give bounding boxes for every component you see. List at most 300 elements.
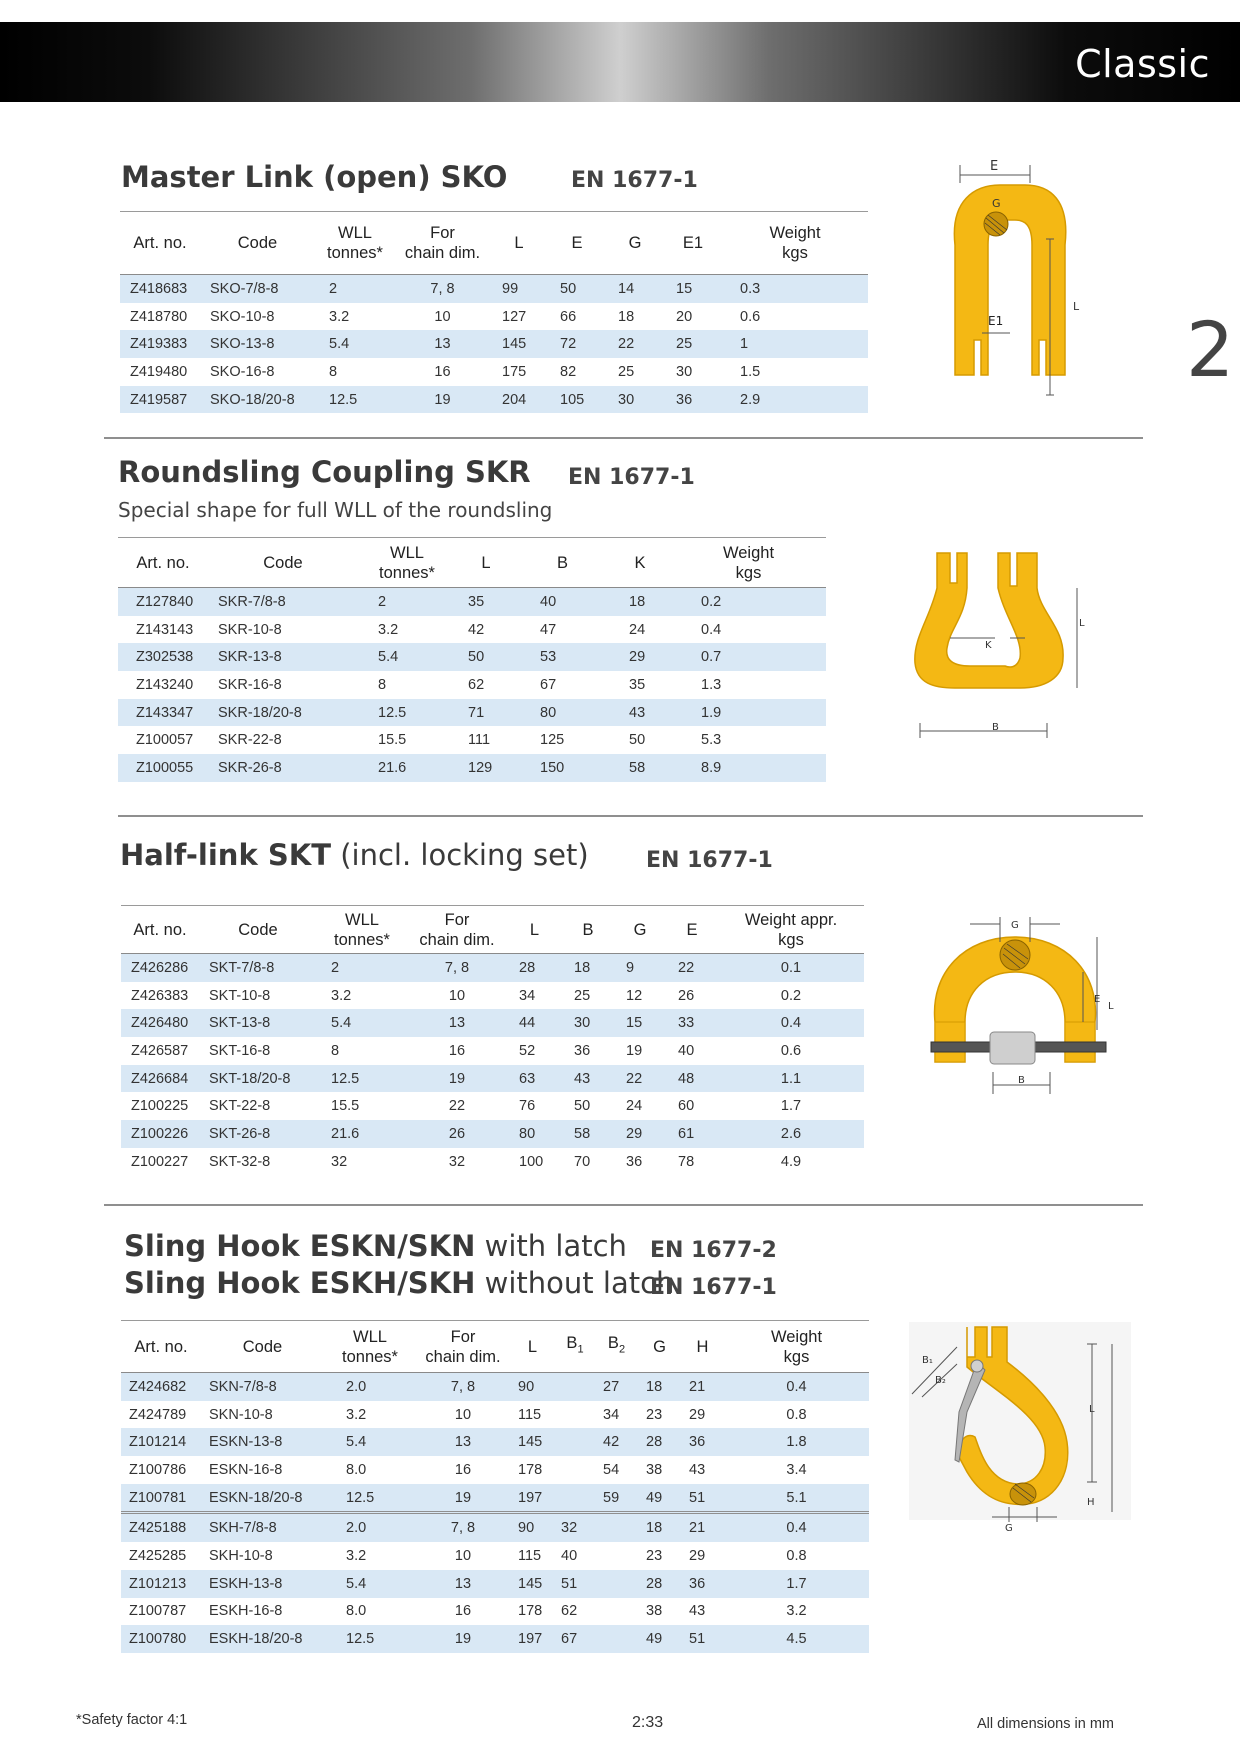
table-cell: SKN-7/8-8 <box>201 1373 324 1401</box>
table-cell: 80 <box>507 1120 562 1148</box>
sko-header-1: Code <box>200 212 315 275</box>
table-cell: 51 <box>555 1570 595 1598</box>
table-cell: 29 <box>614 1120 666 1148</box>
separator-2 <box>118 815 1143 817</box>
table-cell: 204 <box>490 386 548 414</box>
table-cell: 15.5 <box>317 1092 407 1120</box>
table-row <box>121 1120 864 1148</box>
table-cell: Z101213 <box>121 1570 201 1598</box>
hook-header-8: H <box>681 1321 724 1373</box>
table-row <box>121 1625 869 1653</box>
table-cell: 32 <box>317 1148 407 1176</box>
table-cell: 19 <box>614 1037 666 1065</box>
table-cell: 42 <box>456 616 516 644</box>
table-cell: 115 <box>510 1401 555 1429</box>
table-cell: 3.2 <box>315 303 395 331</box>
skr-spec-table <box>118 537 826 782</box>
table-cell: 19 <box>407 1065 507 1093</box>
table-cell: 43 <box>681 1456 724 1484</box>
table-cell: 13 <box>416 1570 510 1598</box>
table-cell: Z127840 <box>118 588 208 616</box>
table-cell: Z419587 <box>120 386 200 414</box>
table-cell: 15 <box>614 1009 666 1037</box>
table-cell: 60 <box>666 1092 718 1120</box>
table-cell: Z100227 <box>121 1148 199 1176</box>
table-cell: SKT-10-8 <box>199 982 317 1010</box>
table-cell: 58 <box>609 754 671 782</box>
table-cell <box>555 1401 595 1429</box>
table-cell: 15 <box>664 275 722 303</box>
table-cell: 24 <box>614 1092 666 1120</box>
table-cell: 70 <box>562 1148 614 1176</box>
table-cell: 32 <box>555 1513 595 1542</box>
table-cell: 1.7 <box>718 1092 864 1120</box>
brand-title: Classic <box>1075 42 1210 86</box>
table-cell: 26 <box>666 982 718 1010</box>
table-cell: Z425188 <box>121 1513 201 1542</box>
table-cell: 38 <box>638 1456 681 1484</box>
table-row <box>121 1373 869 1401</box>
table-cell: SKR-13-8 <box>208 643 358 671</box>
table-cell: 29 <box>609 643 671 671</box>
table-cell: Z426383 <box>121 982 199 1010</box>
table-row <box>121 982 864 1010</box>
table-row <box>118 726 826 754</box>
table-cell: 13 <box>395 330 490 358</box>
table-cell: 2.9 <box>722 386 868 414</box>
table-cell: Z418780 <box>120 303 200 331</box>
table-cell: 22 <box>666 954 718 982</box>
table-cell: 197 <box>510 1484 555 1513</box>
table-cell: 21.6 <box>317 1120 407 1148</box>
table-cell: 58 <box>562 1120 614 1148</box>
table-cell: 18 <box>638 1513 681 1542</box>
table-cell: SKH-10-8 <box>201 1542 324 1570</box>
table-cell: 27 <box>595 1373 638 1401</box>
table-cell: 30 <box>562 1009 614 1037</box>
table-cell: 71 <box>456 699 516 727</box>
table-cell: 36 <box>681 1570 724 1598</box>
skt-half-link-diagram <box>925 912 1125 1112</box>
sko-header-5: E <box>548 212 606 275</box>
table-cell: SKR-16-8 <box>208 671 358 699</box>
skt-header-6: G <box>614 906 666 954</box>
skr-label-b: B <box>992 722 999 733</box>
table-cell: 2.6 <box>718 1120 864 1148</box>
table-cell: 4.5 <box>724 1625 869 1653</box>
table-cell: 3.2 <box>324 1401 416 1429</box>
table-cell: 0.6 <box>718 1037 864 1065</box>
table-cell: 3.2 <box>358 616 456 644</box>
table-cell: 21 <box>681 1373 724 1401</box>
table-cell: 36 <box>562 1037 614 1065</box>
table-cell: SKT-26-8 <box>199 1120 317 1148</box>
table-cell: 105 <box>548 386 606 414</box>
table-cell: 30 <box>606 386 664 414</box>
table-cell: 150 <box>516 754 609 782</box>
table-cell: 3.2 <box>724 1598 869 1626</box>
skr-header-1: Code <box>208 538 358 588</box>
table-row <box>120 358 868 386</box>
table-cell: 197 <box>510 1625 555 1653</box>
table-row <box>118 588 826 616</box>
table-cell: SKO-18/20-8 <box>200 386 315 414</box>
table-cell: 111 <box>456 726 516 754</box>
skr-title: Roundsling Coupling SKR <box>118 455 531 489</box>
table-cell: SKO-13-8 <box>200 330 315 358</box>
table-cell: 66 <box>548 303 606 331</box>
skr-header-6: Weight kgs <box>671 538 826 588</box>
table-cell: 38 <box>638 1598 681 1626</box>
table-cell: Z143240 <box>118 671 208 699</box>
table-row <box>118 616 826 644</box>
table-row <box>118 754 826 782</box>
table-cell: 145 <box>510 1428 555 1456</box>
skt-header-5: B <box>562 906 614 954</box>
header-bar <box>0 22 1240 102</box>
footer-page-number: 2:33 <box>632 1714 664 1731</box>
table-cell: 16 <box>416 1456 510 1484</box>
table-cell: 54 <box>595 1456 638 1484</box>
table-cell: Z426684 <box>121 1065 199 1093</box>
table-cell: ESKN-13-8 <box>201 1428 324 1456</box>
table-cell: 10 <box>407 982 507 1010</box>
table-cell: 40 <box>555 1542 595 1570</box>
table-cell: 15.5 <box>358 726 456 754</box>
table-cell: 8.0 <box>324 1456 416 1484</box>
table-cell: 72 <box>548 330 606 358</box>
table-cell: 12.5 <box>315 386 395 414</box>
table-cell: Z424789 <box>121 1401 201 1429</box>
skt-standard: EN 1677-1 <box>646 848 773 873</box>
table-cell: 33 <box>666 1009 718 1037</box>
hook-header-0: Art. no. <box>121 1321 201 1373</box>
table-cell: Z425285 <box>121 1542 201 1570</box>
table-cell: Z143143 <box>118 616 208 644</box>
table-cell: 9 <box>614 954 666 982</box>
table-cell: 12.5 <box>324 1484 416 1513</box>
skr-header-5: K <box>609 538 671 588</box>
table-cell: Z424682 <box>121 1373 201 1401</box>
table-cell: 10 <box>395 303 490 331</box>
table-cell: 90 <box>510 1513 555 1542</box>
skr-subtitle: Special shape for full WLL of the roundsling <box>118 498 553 522</box>
table-row <box>118 671 826 699</box>
table-row <box>121 1065 864 1093</box>
table-row <box>121 1598 869 1626</box>
table-cell: 42 <box>595 1428 638 1456</box>
sko-header-3: For chain dim. <box>395 212 490 275</box>
hook-header-3: For chain dim. <box>416 1321 510 1373</box>
table-row <box>121 1148 864 1176</box>
table-cell: 36 <box>681 1428 724 1456</box>
hook-spec-table <box>121 1320 869 1653</box>
table-row <box>121 1542 869 1570</box>
table-cell: 129 <box>456 754 516 782</box>
hook-title-latch: Sling Hook ESKN/SKN with latch <box>124 1229 627 1263</box>
table-cell: 178 <box>510 1598 555 1626</box>
table-cell: 8.0 <box>324 1598 416 1626</box>
table-cell: 5.4 <box>324 1570 416 1598</box>
table-cell: ESKN-16-8 <box>201 1456 324 1484</box>
table-cell: 1.7 <box>724 1570 869 1598</box>
table-row <box>120 386 868 414</box>
table-cell: 2 <box>315 275 395 303</box>
table-cell: 20 <box>664 303 722 331</box>
table-cell: 7, 8 <box>407 954 507 982</box>
skt-title: Half-link SKT (incl. locking set) <box>120 838 589 872</box>
table-cell: 0.1 <box>718 954 864 982</box>
skt-header-3: For chain dim. <box>407 906 507 954</box>
table-cell: 0.4 <box>724 1373 869 1401</box>
table-cell <box>595 1513 638 1542</box>
sko-header-8: Weight kgs <box>722 212 868 275</box>
table-cell: SKH-7/8-8 <box>201 1513 324 1542</box>
table-cell: 67 <box>516 671 609 699</box>
sko-label-l: L <box>1073 300 1080 313</box>
sko-header-7: E1 <box>664 212 722 275</box>
table-cell: 1.9 <box>671 699 826 727</box>
skr-label-l: L <box>1079 618 1085 629</box>
table-cell: 90 <box>510 1373 555 1401</box>
table-cell: 22 <box>606 330 664 358</box>
table-cell: Z100055 <box>118 754 208 782</box>
table-row <box>120 275 868 303</box>
table-cell: 22 <box>407 1092 507 1120</box>
table-cell: Z426587 <box>121 1037 199 1065</box>
table-cell: 43 <box>681 1598 724 1626</box>
footer-dimensions-note: All dimensions in mm <box>977 1716 1114 1732</box>
table-cell: 18 <box>562 954 614 982</box>
sko-standard: EN 1677-1 <box>571 168 698 193</box>
sko-label-e: E <box>990 159 999 174</box>
table-cell: Z100787 <box>121 1598 201 1626</box>
skt-header-0: Art. no. <box>121 906 199 954</box>
table-cell: 8 <box>358 671 456 699</box>
table-cell: 62 <box>555 1598 595 1626</box>
table-row <box>121 1009 864 1037</box>
table-cell: 0.6 <box>722 303 868 331</box>
table-cell: 8 <box>317 1037 407 1065</box>
table-cell: Z100786 <box>121 1456 201 1484</box>
table-cell: 0.4 <box>718 1009 864 1037</box>
table-cell: SKO-10-8 <box>200 303 315 331</box>
footer-safety-note: *Safety factor 4:1 <box>76 1712 188 1728</box>
chapter-number: 2 <box>1186 305 1235 394</box>
table-cell: 178 <box>510 1456 555 1484</box>
table-cell: 13 <box>407 1009 507 1037</box>
sko-header-0: Art. no. <box>120 212 200 275</box>
sko-header-2: WLL tonnes* <box>315 212 395 275</box>
table-cell: 43 <box>609 699 671 727</box>
hook-diagram <box>897 1322 1137 1534</box>
skt-header-2: WLL tonnes* <box>317 906 407 954</box>
table-cell: 49 <box>638 1484 681 1513</box>
table-row <box>121 954 864 982</box>
table-cell: 50 <box>548 275 606 303</box>
table-cell: 25 <box>664 330 722 358</box>
table-cell: 14 <box>606 275 664 303</box>
table-cell: 0.4 <box>724 1513 869 1542</box>
table-cell: 36 <box>614 1148 666 1176</box>
table-cell: Z426480 <box>121 1009 199 1037</box>
hook-label-g: G <box>1005 1523 1013 1534</box>
table-cell: 53 <box>516 643 609 671</box>
table-cell: SKT-32-8 <box>199 1148 317 1176</box>
hook-header-2: WLL tonnes* <box>324 1321 416 1373</box>
table-cell: 3.4 <box>724 1456 869 1484</box>
hook-label-h: H <box>1087 1497 1095 1508</box>
table-cell <box>595 1598 638 1626</box>
table-cell: 24 <box>609 616 671 644</box>
table-cell: 49 <box>638 1625 681 1653</box>
table-cell: 5.4 <box>358 643 456 671</box>
table-cell: 2 <box>317 954 407 982</box>
table-cell: 34 <box>595 1401 638 1429</box>
table-cell: 32 <box>407 1148 507 1176</box>
table-cell: 51 <box>681 1625 724 1653</box>
sko-title: Master Link (open) SKO <box>121 160 508 194</box>
table-cell: 8 <box>315 358 395 386</box>
table-cell: 5.1 <box>724 1484 869 1513</box>
separator-3 <box>104 1204 1143 1206</box>
hook-header-4: L <box>510 1321 555 1373</box>
skt-header-1: Code <box>199 906 317 954</box>
table-cell: Z100781 <box>121 1484 201 1513</box>
skt-header-7: E <box>666 906 718 954</box>
table-cell: Z426286 <box>121 954 199 982</box>
table-cell <box>555 1373 595 1401</box>
sko-master-link-diagram <box>930 155 1090 405</box>
table-cell: 51 <box>681 1484 724 1513</box>
table-cell: 1.3 <box>671 671 826 699</box>
table-cell: Z100057 <box>118 726 208 754</box>
table-cell: 44 <box>507 1009 562 1037</box>
table-cell: 12.5 <box>324 1625 416 1653</box>
table-cell: 4.9 <box>718 1148 864 1176</box>
table-cell: 29 <box>681 1401 724 1429</box>
table-cell: SKN-10-8 <box>201 1401 324 1429</box>
table-cell: 19 <box>416 1484 510 1513</box>
separator-1 <box>104 437 1143 439</box>
table-cell: 76 <box>507 1092 562 1120</box>
table-cell: 28 <box>638 1428 681 1456</box>
table-cell: 22 <box>614 1065 666 1093</box>
table-cell: 12.5 <box>317 1065 407 1093</box>
table-cell: Z143347 <box>118 699 208 727</box>
table-cell: 1.8 <box>724 1428 869 1456</box>
table-cell: 5.4 <box>324 1428 416 1456</box>
table-cell: SKT-22-8 <box>199 1092 317 1120</box>
table-cell: 61 <box>666 1120 718 1148</box>
table-row <box>121 1401 869 1429</box>
table-cell: 21.6 <box>358 754 456 782</box>
table-cell: Z101214 <box>121 1428 201 1456</box>
table-cell: 99 <box>490 275 548 303</box>
sko-label-g: G <box>992 197 1001 210</box>
table-cell: 1.5 <box>722 358 868 386</box>
table-cell: 5.4 <box>317 1009 407 1037</box>
table-cell: Z419383 <box>120 330 200 358</box>
table-row <box>121 1484 869 1513</box>
hook-header-6: $B_2$ <box>595 1321 638 1373</box>
hook-header-9: Weight kgs <box>724 1321 869 1373</box>
table-cell: 28 <box>638 1570 681 1598</box>
table-row <box>120 330 868 358</box>
skt-label-g: G <box>1011 920 1019 931</box>
table-cell: 125 <box>516 726 609 754</box>
table-cell: Z100226 <box>121 1120 199 1148</box>
table-cell <box>595 1625 638 1653</box>
sko-header-4: L <box>490 212 548 275</box>
table-cell: 52 <box>507 1037 562 1065</box>
table-cell: 10 <box>416 1542 510 1570</box>
skr-header-3: L <box>456 538 516 588</box>
table-cell: 23 <box>638 1401 681 1429</box>
hook-label-l: L <box>1089 1404 1095 1415</box>
table-cell: 50 <box>562 1092 614 1120</box>
table-cell: 127 <box>490 303 548 331</box>
table-cell: 7, 8 <box>416 1373 510 1401</box>
table-row <box>118 699 826 727</box>
skt-label-b: B <box>1018 1075 1025 1086</box>
table-cell: 16 <box>395 358 490 386</box>
table-row <box>121 1428 869 1456</box>
hook-header-1: Code <box>201 1321 324 1373</box>
table-cell: 13 <box>416 1428 510 1456</box>
table-row <box>121 1513 869 1542</box>
table-cell: 18 <box>609 588 671 616</box>
table-cell: 18 <box>606 303 664 331</box>
table-cell: 26 <box>407 1120 507 1148</box>
skt-header-4: L <box>507 906 562 954</box>
table-cell: 59 <box>595 1484 638 1513</box>
table-cell: 43 <box>562 1065 614 1093</box>
table-cell: SKR-7/8-8 <box>208 588 358 616</box>
table-cell: 25 <box>562 982 614 1010</box>
table-cell: 0.8 <box>724 1542 869 1570</box>
table-cell: 2.0 <box>324 1513 416 1542</box>
table-cell: 48 <box>666 1065 718 1093</box>
table-cell: 7, 8 <box>416 1513 510 1542</box>
table-cell <box>595 1570 638 1598</box>
table-cell: ESKN-18/20-8 <box>201 1484 324 1513</box>
table-cell: 50 <box>456 643 516 671</box>
skr-coupling-diagram <box>905 548 1085 748</box>
table-cell: 3.2 <box>324 1542 416 1570</box>
table-cell: 18 <box>638 1373 681 1401</box>
table-cell: 8.9 <box>671 754 826 782</box>
table-cell <box>555 1456 595 1484</box>
table-cell <box>595 1542 638 1570</box>
skr-standard: EN 1677-1 <box>568 465 695 490</box>
table-cell: 36 <box>664 386 722 414</box>
hook-label-b2: B₂ <box>935 1375 946 1386</box>
skt-header-8: Weight appr. kgs <box>718 906 864 954</box>
table-cell: 82 <box>548 358 606 386</box>
table-cell: 100 <box>507 1148 562 1176</box>
table-cell: 2 <box>358 588 456 616</box>
table-cell: 3.2 <box>317 982 407 1010</box>
table-cell: SKO-7/8-8 <box>200 275 315 303</box>
table-cell: 16 <box>416 1598 510 1626</box>
table-row <box>120 303 868 331</box>
table-cell: SKR-18/20-8 <box>208 699 358 727</box>
table-cell <box>555 1428 595 1456</box>
table-cell: 5.4 <box>315 330 395 358</box>
table-cell: SKT-7/8-8 <box>199 954 317 982</box>
table-cell: 175 <box>490 358 548 386</box>
